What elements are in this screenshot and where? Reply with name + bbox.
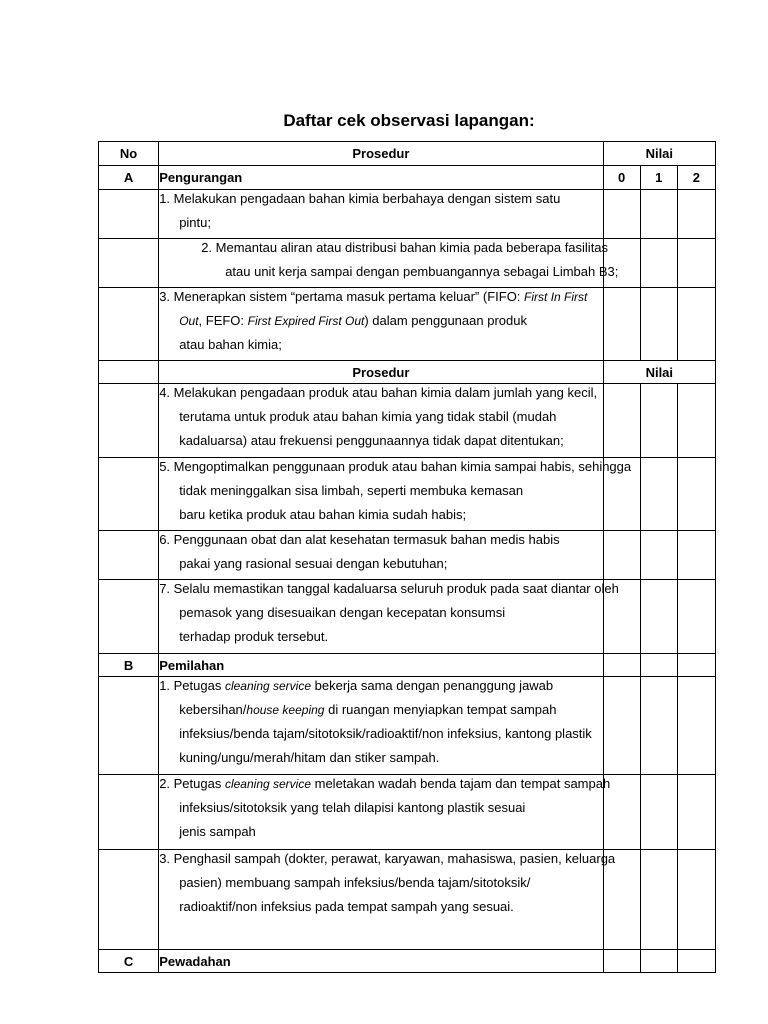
- item-line: [159, 775, 611, 799]
- checklist-row: [99, 190, 716, 239]
- repeat-header-row: [99, 361, 716, 384]
- section-row-a: [99, 166, 716, 190]
- no-cell: [99, 288, 159, 361]
- header-prosedur: Prosedur: [159, 142, 603, 166]
- score-cell-0[interactable]: [603, 288, 640, 361]
- checklist-row: [99, 239, 716, 288]
- item-text: meletakan wadah benda tajam dan tempat sampah: [311, 776, 611, 791]
- no-cell: [99, 190, 159, 239]
- score-cell-2[interactable]: [677, 531, 715, 580]
- section-label: Pengurangan: [159, 166, 603, 190]
- score-cell-1[interactable]: [640, 384, 677, 458]
- score-cell-1[interactable]: [640, 850, 677, 950]
- score-cell-1: [640, 654, 677, 677]
- procedure-item: [159, 775, 611, 850]
- item-line: jenis sampah: [179, 824, 256, 839]
- header-prosedur: Prosedur: [159, 361, 603, 384]
- item-text: bekerja sama dengan penanggung jawab: [311, 678, 554, 693]
- score-cell-0[interactable]: [603, 384, 640, 458]
- no-cell: [99, 580, 159, 654]
- item-text: kebersihan/: [179, 702, 247, 717]
- section-row-c: [99, 950, 716, 973]
- score-cell-1[interactable]: [640, 190, 677, 239]
- score-cell-2[interactable]: [677, 580, 715, 654]
- procedure-item: [159, 458, 632, 531]
- item-text: 3. Menerapkan sistem “pertama masuk pertama keluar” (FIFO:: [159, 289, 525, 304]
- procedure-item: [159, 190, 603, 239]
- header-nilai: Nilai: [603, 361, 715, 384]
- section-code: B: [99, 654, 159, 677]
- item-italic-text: First Expired First Out: [247, 314, 365, 328]
- checklist-row: [99, 384, 716, 458]
- procedure-item: [159, 580, 619, 654]
- item-line: 2. Memantau aliran atau distribusi bahan kimia pada beberapa fasilitas: [201, 240, 609, 255]
- procedure-item: [159, 677, 603, 775]
- score-1: 1: [640, 166, 677, 190]
- item-line: terutama untuk produk atau bahan kimia yang tidak stabil (mudah: [179, 409, 557, 424]
- item-italic-text: cleaning service: [224, 777, 312, 791]
- score-cell-0[interactable]: [603, 677, 640, 775]
- item-text: 2. Petugas: [159, 776, 225, 791]
- item-line: 6. Penggunaan obat dan alat kesehatan termasuk bahan medis habis: [159, 532, 560, 547]
- checklist-row: [99, 458, 716, 531]
- item-line: tidak meninggalkan sisa limbah, seperti membuka kemasan: [179, 483, 524, 498]
- score-cell-0[interactable]: [603, 531, 640, 580]
- item-line: pintu;: [179, 215, 211, 230]
- item-line: 5. Mengoptimalkan penggunaan produk atau bahan kimia sampai habis, sehingga: [159, 459, 632, 474]
- item-line: infeksius/sitotoksik yang telah dilapisi kantong plastik sesuai: [179, 800, 526, 815]
- header-nilai: Nilai: [603, 142, 715, 166]
- section-code: A: [99, 166, 159, 190]
- score-cell-2: [677, 950, 715, 973]
- score-cell-1[interactable]: [640, 580, 677, 654]
- checklist-row: [99, 775, 716, 850]
- score-cell-1[interactable]: [640, 458, 677, 531]
- score-cell-0: [603, 950, 640, 973]
- score-cell-2[interactable]: [677, 458, 715, 531]
- item-italic-text: First In First: [524, 290, 588, 304]
- checklist-row: [99, 677, 716, 775]
- item-line: [159, 312, 602, 336]
- item-line: 1. Melakukan pengadaan bahan kimia berbahaya dengan sistem satu: [159, 191, 561, 206]
- checklist-row: [99, 850, 716, 950]
- table-header-row: [99, 142, 716, 166]
- checklist-row: [99, 580, 716, 654]
- item-text: ) dalam penggunaan produk: [364, 313, 527, 328]
- score-0: 0: [603, 166, 640, 190]
- checklist-row: [99, 531, 716, 580]
- score-cell-2[interactable]: [677, 384, 715, 458]
- item-text: di ruangan menyiapkan tempat sampah: [324, 702, 557, 717]
- score-cell-2[interactable]: [677, 775, 715, 850]
- no-cell: [99, 361, 159, 384]
- item-line: kadaluarsa) atau frekuensi penggunaannya tidak dapat ditentukan;: [179, 433, 564, 448]
- score-cell-1[interactable]: [640, 288, 677, 361]
- item-line: pemasok yang disesuaikan dengan kecepatan konsumsi: [179, 605, 506, 620]
- no-cell: [99, 677, 159, 775]
- item-line: pasien) membuang sampah infeksius/benda tajam/sitotoksik/: [179, 875, 531, 890]
- item-line: infeksius/benda tajam/sitotoksik/radioaktif/non infeksius, kantong plastik: [179, 726, 592, 741]
- score-cell-2[interactable]: [677, 239, 715, 288]
- item-text: 1. Petugas: [159, 678, 225, 693]
- score-cell-0: [603, 654, 640, 677]
- no-cell: [99, 384, 159, 458]
- score-cell-1[interactable]: [640, 677, 677, 775]
- procedure-item: [159, 288, 603, 361]
- item-line: atau bahan kimia;: [179, 337, 282, 352]
- item-line: 4. Melakukan pengadaan produk atau bahan kimia dalam jumlah yang kecil,: [159, 385, 598, 400]
- score-cell-2[interactable]: [677, 850, 715, 950]
- header-no: No: [99, 142, 159, 166]
- procedure-item: [159, 531, 603, 580]
- observation-checklist-table: [98, 141, 716, 973]
- page-title: Daftar cek observasi lapangan:: [283, 111, 535, 130]
- item-line: [159, 701, 602, 725]
- procedure-item: [159, 239, 619, 288]
- item-line: pakai yang rasional sesuai dengan kebutuhan;: [179, 556, 448, 571]
- item-line: atau unit kerja sampai dengan pembuangannya sebagai Limbah B3;: [225, 264, 619, 279]
- section-label: Pewadahan: [159, 950, 603, 973]
- item-line: 7. Selalu memastikan tanggal kadaluarsa seluruh produk pada saat diantar oleh: [159, 581, 619, 596]
- section-row-b: [99, 654, 716, 677]
- score-cell-1: [640, 950, 677, 973]
- item-line: [159, 288, 602, 312]
- score-cell-0[interactable]: [603, 190, 640, 239]
- procedure-item: [159, 384, 603, 458]
- item-italic-text: house keeping: [246, 703, 325, 717]
- score-cell-2[interactable]: [677, 677, 715, 775]
- no-cell: [99, 458, 159, 531]
- item-line: [159, 677, 602, 701]
- score-2: 2: [677, 166, 715, 190]
- item-line: terhadap produk tersebut.: [179, 629, 329, 644]
- item-italic-text: cleaning service: [224, 679, 312, 693]
- section-code: C: [99, 950, 159, 973]
- no-cell: [99, 239, 159, 288]
- procedure-item: [159, 850, 616, 950]
- item-line: 3. Penghasil sampah (dokter, perawat, karyawan, mahasiswa, pasien, keluarga: [159, 851, 616, 866]
- score-cell-2[interactable]: [677, 288, 715, 361]
- item-line: baru ketika produk atau bahan kimia sudah habis;: [179, 507, 467, 522]
- no-cell: [99, 531, 159, 580]
- checklist-row: [99, 288, 716, 361]
- item-text: , FEFO:: [198, 313, 248, 328]
- score-cell-1[interactable]: [640, 531, 677, 580]
- no-cell: [99, 775, 159, 850]
- item-line: radioaktif/non infeksius pada tempat sampah yang sesuai.: [179, 899, 514, 914]
- section-label: Pemilahan: [159, 654, 603, 677]
- score-cell-2: [677, 654, 715, 677]
- score-cell-1[interactable]: [640, 239, 677, 288]
- no-cell: [99, 850, 159, 950]
- item-line: kuning/ungu/merah/hitam dan stiker sampah.: [179, 750, 440, 765]
- score-cell-1[interactable]: [640, 775, 677, 850]
- item-italic-text: Out: [179, 314, 199, 328]
- score-cell-2[interactable]: [677, 190, 715, 239]
